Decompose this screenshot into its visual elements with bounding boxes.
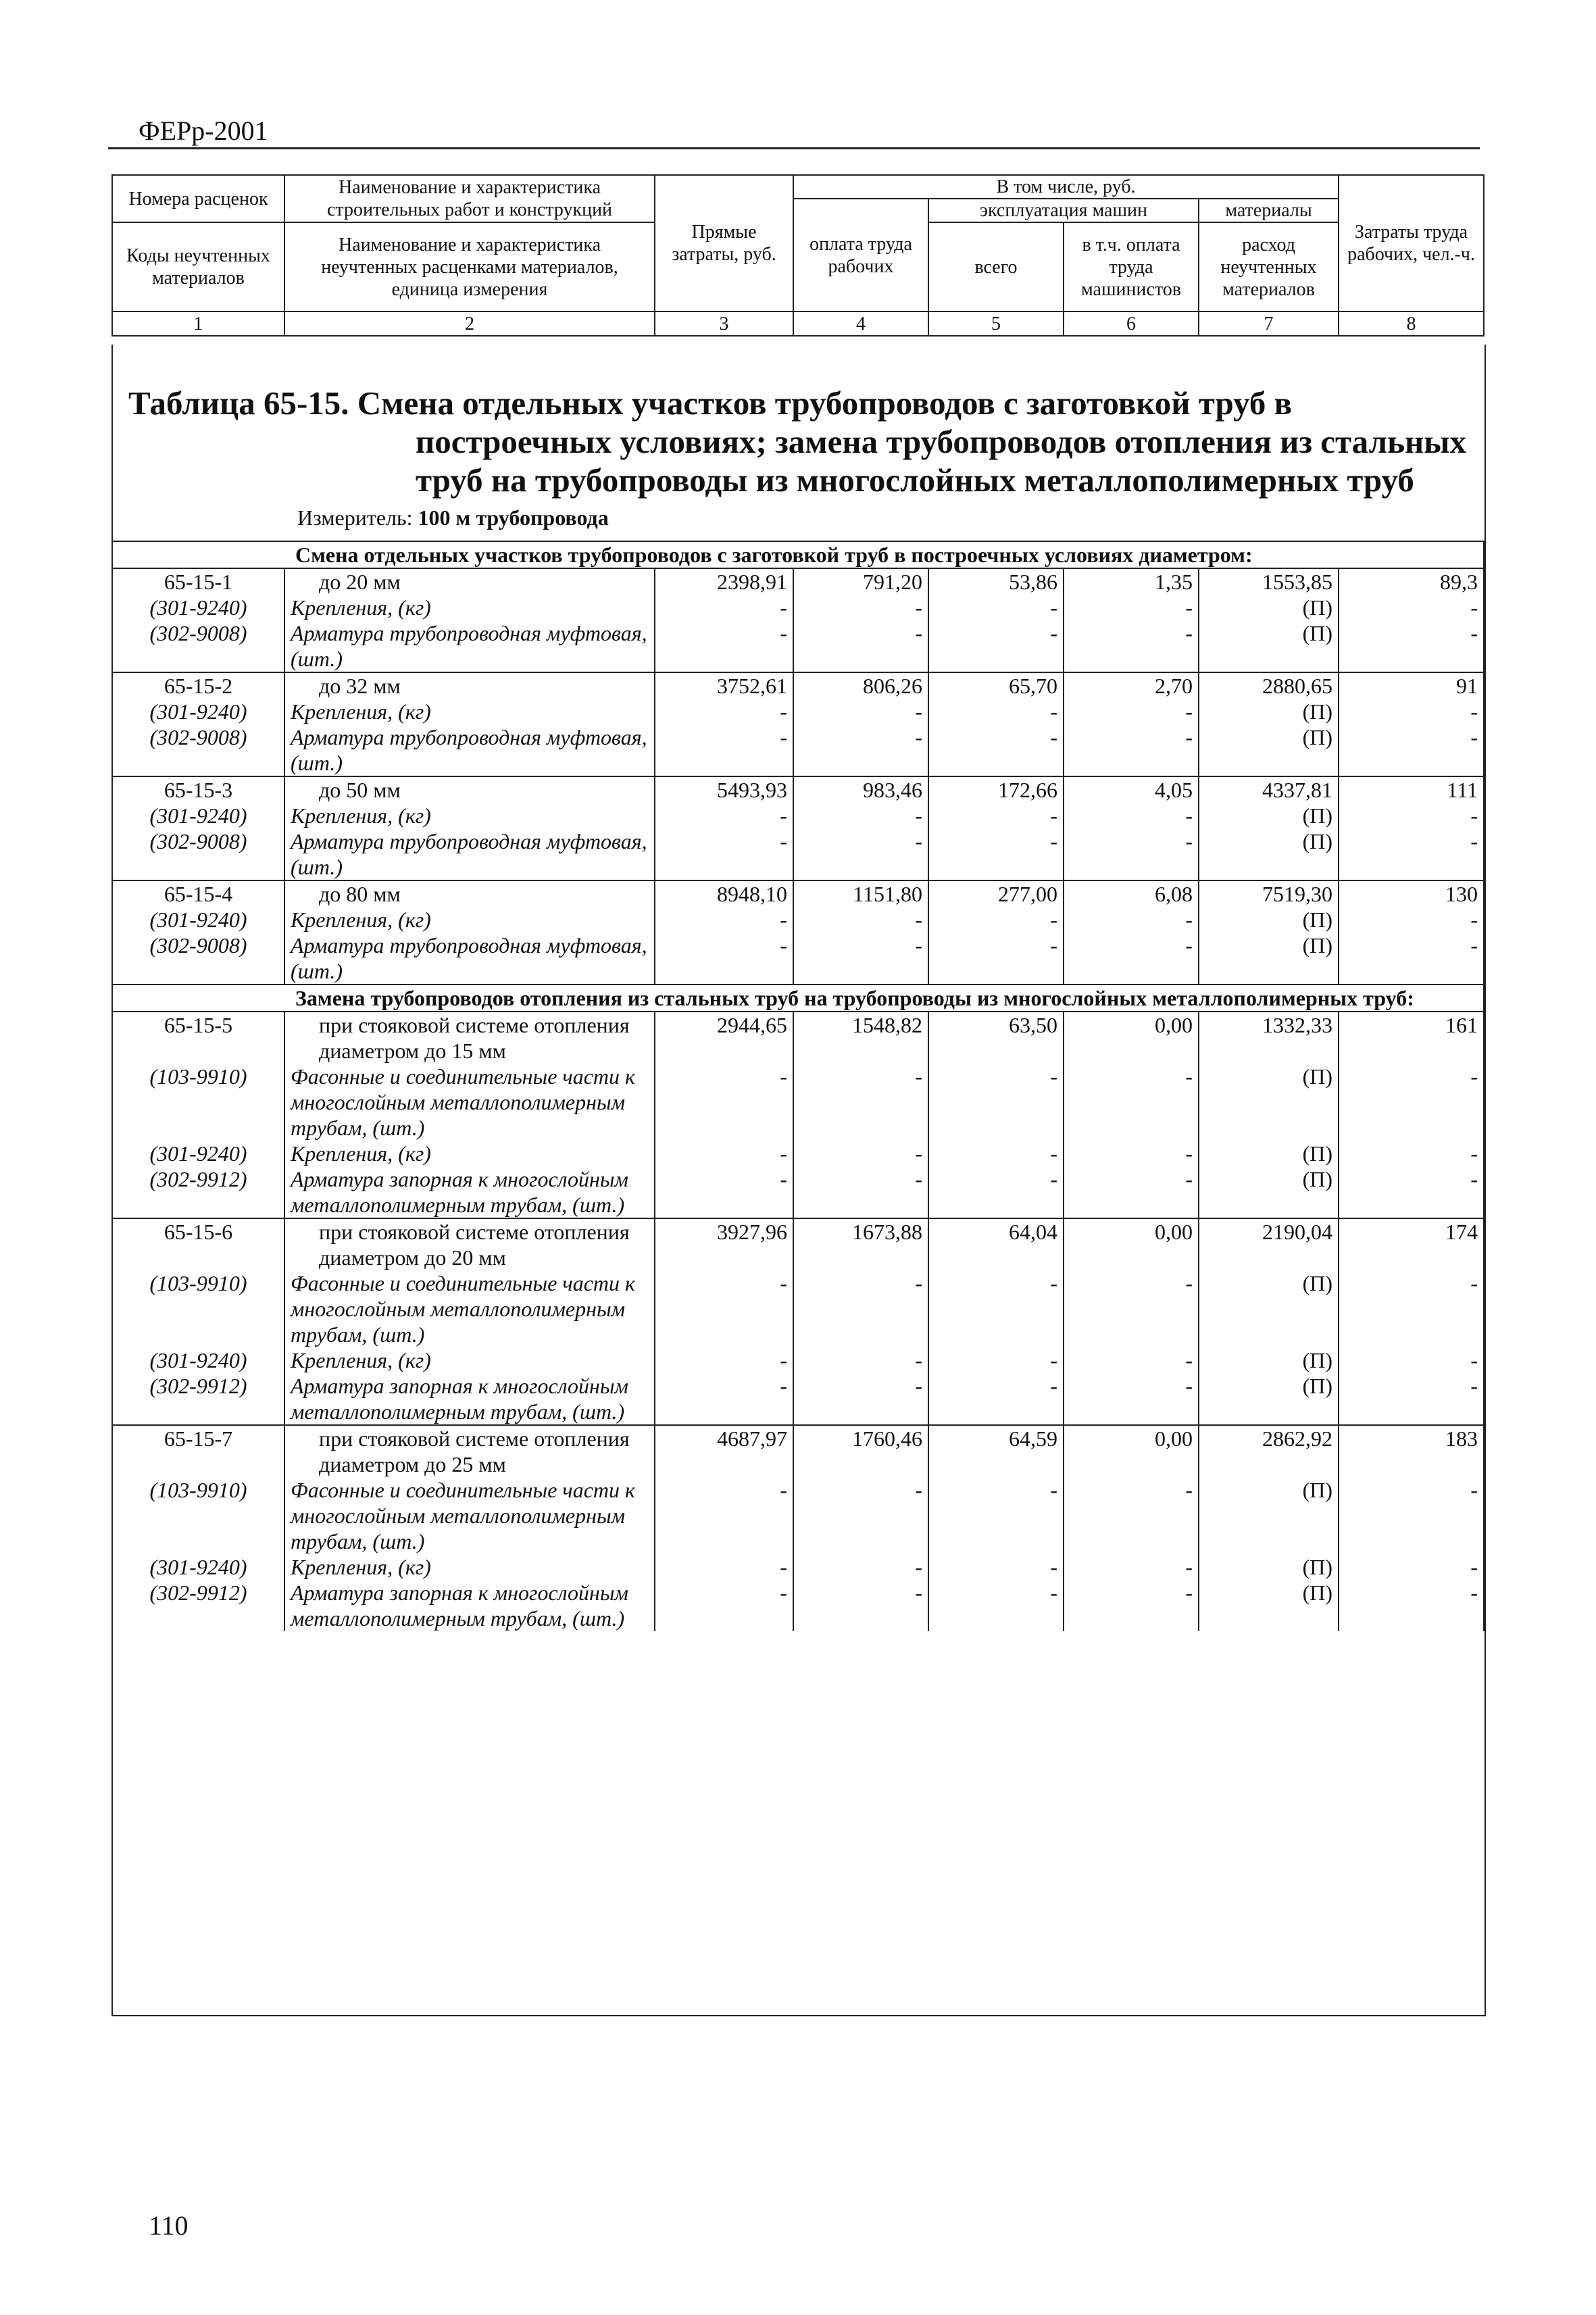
material-usage: (П): [1199, 724, 1339, 776]
empty-value: -: [1064, 1270, 1199, 1347]
material-row: [112, 1270, 1484, 1347]
material-row: [112, 595, 1484, 620]
value-c7: 2862,92: [1199, 1425, 1339, 1477]
empty-value: -: [655, 932, 793, 985]
empty-value: -: [655, 1166, 793, 1218]
empty-value: -: [928, 1373, 1064, 1425]
empty-value: -: [793, 932, 928, 985]
column-header-table: [111, 174, 1485, 337]
header-including: В том числе, руб.: [793, 175, 1339, 199]
empty-value: -: [793, 595, 928, 620]
material-code: (301-9240): [112, 699, 284, 724]
column-number: 8: [1339, 312, 1484, 336]
header-work-name: Наименование и характеристика строительных работ и конструкций: [284, 175, 655, 222]
material-usage: (П): [1199, 1554, 1339, 1580]
rate-code: 65-15-1: [112, 568, 284, 595]
table-title-line: труб на трубопроводы из многослойных металлополимерных труб: [416, 462, 1414, 499]
header-material-names: Наименование и характеристика неучтенных расценками материалов, единица измерения: [284, 222, 655, 312]
material-row: [112, 724, 1484, 776]
material-name: Крепления, (кг): [284, 1347, 655, 1373]
material-name: Крепления, (кг): [284, 1554, 655, 1580]
section-title: Замена трубопроводов отопления из стальных труб на трубопроводы из многослойных металлополимерных труб:: [112, 985, 1484, 1012]
header-machines: эксплуатация машин: [928, 199, 1199, 222]
material-row: [112, 907, 1484, 932]
empty-value: -: [793, 1554, 928, 1580]
value-c8: 89,3: [1339, 568, 1484, 595]
empty-value: -: [655, 1064, 793, 1141]
empty-value: -: [1339, 1373, 1484, 1425]
value-c3: 2944,65: [655, 1012, 793, 1064]
empty-value: -: [1064, 828, 1199, 880]
header-wages: оплата труда рабочих: [793, 199, 928, 312]
material-row: [112, 1166, 1484, 1218]
table-title: [128, 384, 1466, 499]
material-usage: (П): [1199, 907, 1339, 932]
value-c5: 64,59: [928, 1425, 1064, 1477]
empty-value: -: [793, 724, 928, 776]
rate-row: [112, 880, 1484, 907]
material-code: (302-9912): [112, 1166, 284, 1218]
empty-value: -: [1339, 1477, 1484, 1554]
empty-value: -: [1339, 1580, 1484, 1631]
table-title-line: построечных условиях; замена трубопроводов отопления из стальных: [416, 423, 1467, 460]
material-usage: (П): [1199, 803, 1339, 828]
empty-value: -: [1064, 1064, 1199, 1141]
value-c7: 1553,85: [1199, 568, 1339, 595]
empty-value: -: [928, 1477, 1064, 1554]
empty-value: -: [928, 907, 1064, 932]
empty-value: -: [928, 1064, 1064, 1141]
material-code: (302-9008): [112, 724, 284, 776]
work-name: до 50 мм: [284, 776, 655, 803]
value-c3: 2398,91: [655, 568, 793, 595]
rate-row: [112, 1012, 1484, 1064]
empty-value: -: [928, 1141, 1064, 1166]
empty-value: -: [793, 1347, 928, 1373]
column-number: 6: [1064, 312, 1199, 336]
material-usage: (П): [1199, 932, 1339, 985]
work-name: при стояковой системе отопления диаметром до 20 мм: [284, 1218, 655, 1270]
material-name: Арматура трубопроводная муфтовая, (шт.): [284, 828, 655, 880]
value-c8: 130: [1339, 880, 1484, 907]
empty-value: -: [1064, 724, 1199, 776]
value-c3: 3927,96: [655, 1218, 793, 1270]
header-machines-total: всего: [928, 222, 1064, 312]
rate-code: 65-15-6: [112, 1218, 284, 1270]
rates-table: [111, 541, 1485, 1631]
value-c3: 3752,61: [655, 672, 793, 699]
value-c6: 0,00: [1064, 1218, 1199, 1270]
empty-value: -: [793, 1477, 928, 1554]
rate-row: [112, 672, 1484, 699]
material-code: (302-9912): [112, 1580, 284, 1631]
value-c7: 4337,81: [1199, 776, 1339, 803]
empty-value: -: [928, 699, 1064, 724]
empty-value: -: [1339, 1270, 1484, 1347]
material-code: (103-9910): [112, 1270, 284, 1347]
header-materials: материалы: [1199, 199, 1339, 222]
empty-value: -: [793, 1064, 928, 1141]
column-number: 5: [928, 312, 1064, 336]
header-material-usage: расход неучтенных материалов: [1199, 222, 1339, 312]
measure-line: [297, 505, 609, 530]
material-usage: (П): [1199, 1580, 1339, 1631]
rate-code: 65-15-3: [112, 776, 284, 803]
column-number: 4: [793, 312, 928, 336]
empty-value: -: [793, 828, 928, 880]
empty-value: -: [655, 699, 793, 724]
rate-code: 65-15-7: [112, 1425, 284, 1477]
material-row: [112, 1064, 1484, 1141]
empty-value: -: [1339, 620, 1484, 672]
empty-value: -: [655, 724, 793, 776]
material-row: [112, 828, 1484, 880]
empty-value: -: [1064, 907, 1199, 932]
material-name: Арматура запорная к многослойным металлополимерным трубам, (шт.): [284, 1580, 655, 1631]
empty-value: -: [1339, 699, 1484, 724]
material-usage: (П): [1199, 1166, 1339, 1218]
empty-value: -: [793, 1141, 928, 1166]
work-name: при стояковой системе отопления диаметром до 25 мм: [284, 1425, 655, 1477]
value-c8: 174: [1339, 1218, 1484, 1270]
material-usage: (П): [1199, 1064, 1339, 1141]
material-name: Арматура трубопроводная муфтовая, (шт.): [284, 620, 655, 672]
empty-value: -: [793, 803, 928, 828]
empty-value: -: [655, 1580, 793, 1631]
value-c3: 8948,10: [655, 880, 793, 907]
value-c3: 4687,97: [655, 1425, 793, 1477]
header-material-codes: Коды неучтенных материалов: [112, 222, 284, 312]
material-code: (302-9008): [112, 828, 284, 880]
material-usage: (П): [1199, 1373, 1339, 1425]
material-code: (301-9240): [112, 1347, 284, 1373]
value-c8: 91: [1339, 672, 1484, 699]
material-name: Арматура трубопроводная муфтовая, (шт.): [284, 932, 655, 985]
empty-value: -: [793, 699, 928, 724]
empty-value: -: [928, 1347, 1064, 1373]
material-row: [112, 699, 1484, 724]
material-name: Крепления, (кг): [284, 595, 655, 620]
value-c7: 1332,33: [1199, 1012, 1339, 1064]
material-row: [112, 1580, 1484, 1631]
value-c4: 1673,88: [793, 1218, 928, 1270]
column-number: 1: [112, 312, 284, 336]
empty-value: -: [655, 1477, 793, 1554]
empty-value: -: [793, 1580, 928, 1631]
value-c8: 183: [1339, 1425, 1484, 1477]
value-c7: 2880,65: [1199, 672, 1339, 699]
material-name: Арматура трубопроводная муфтовая, (шт.): [284, 724, 655, 776]
column-number: 2: [284, 312, 655, 336]
measure-label: Измеритель:: [297, 505, 413, 530]
material-code: (302-9008): [112, 932, 284, 985]
empty-value: -: [928, 803, 1064, 828]
empty-value: -: [1339, 1064, 1484, 1141]
column-number: 3: [655, 312, 793, 336]
empty-value: -: [928, 620, 1064, 672]
section-title: Смена отдельных участков трубопроводов с заготовкой труб в построечных условиях диаметром:: [112, 541, 1484, 568]
rate-row: [112, 568, 1484, 595]
material-code: (103-9910): [112, 1064, 284, 1141]
section-header-row: [112, 541, 1484, 568]
material-name: Крепления, (кг): [284, 1141, 655, 1166]
empty-value: -: [1339, 724, 1484, 776]
header-direct-costs: Прямые затраты, руб.: [655, 175, 793, 312]
material-name: Арматура запорная к многослойным металлополимерным трубам, (шт.): [284, 1166, 655, 1218]
material-code: (301-9240): [112, 595, 284, 620]
value-c6: 4,05: [1064, 776, 1199, 803]
material-usage: (П): [1199, 828, 1339, 880]
rate-code: 65-15-2: [112, 672, 284, 699]
value-c4: 1548,82: [793, 1012, 928, 1064]
value-c4: 1151,80: [793, 880, 928, 907]
empty-value: -: [1339, 1166, 1484, 1218]
empty-value: -: [1064, 803, 1199, 828]
empty-value: -: [1339, 595, 1484, 620]
work-name: до 80 мм: [284, 880, 655, 907]
empty-value: -: [928, 595, 1064, 620]
rate-row: [112, 1218, 1484, 1270]
value-c4: 1760,46: [793, 1425, 928, 1477]
empty-value: -: [1064, 595, 1199, 620]
work-name: до 20 мм: [284, 568, 655, 595]
value-c5: 53,86: [928, 568, 1064, 595]
empty-value: -: [1064, 1347, 1199, 1373]
empty-value: -: [1339, 907, 1484, 932]
material-usage: (П): [1199, 1477, 1339, 1554]
material-usage: (П): [1199, 620, 1339, 672]
empty-value: -: [1064, 1580, 1199, 1631]
empty-value: -: [1064, 1554, 1199, 1580]
material-row: [112, 1373, 1484, 1425]
material-code: (301-9240): [112, 803, 284, 828]
empty-value: -: [928, 1554, 1064, 1580]
rate-row: [112, 776, 1484, 803]
empty-value: -: [793, 1166, 928, 1218]
page-number: 110: [149, 2210, 189, 2241]
value-c6: 1,35: [1064, 568, 1199, 595]
material-code: (301-9240): [112, 1141, 284, 1166]
empty-value: -: [655, 828, 793, 880]
empty-value: -: [1064, 620, 1199, 672]
value-c8: 111: [1339, 776, 1484, 803]
column-number: 7: [1199, 312, 1339, 336]
material-name: Фасонные и соединительные части к многослойным металлополимерным трубам, (шт.): [284, 1477, 655, 1554]
value-c4: 983,46: [793, 776, 928, 803]
material-name: Крепления, (кг): [284, 907, 655, 932]
empty-value: -: [793, 1270, 928, 1347]
header-labor-costs: Затраты труда рабочих, чел.-ч.: [1339, 175, 1484, 312]
empty-value: -: [1339, 803, 1484, 828]
empty-value: -: [928, 828, 1064, 880]
empty-value: -: [655, 1554, 793, 1580]
value-c6: 6,08: [1064, 880, 1199, 907]
material-usage: (П): [1199, 1347, 1339, 1373]
material-name: Крепления, (кг): [284, 699, 655, 724]
empty-value: -: [1339, 932, 1484, 985]
material-row: [112, 1477, 1484, 1554]
material-row: [112, 803, 1484, 828]
value-c5: 65,70: [928, 672, 1064, 699]
material-name: Фасонные и соединительные части к многослойным металлополимерным трубам, (шт.): [284, 1064, 655, 1141]
empty-value: -: [928, 932, 1064, 985]
header-machinist-wages: в т.ч. оплата труда машинистов: [1064, 222, 1199, 312]
material-row: [112, 620, 1484, 672]
empty-value: -: [793, 620, 928, 672]
value-c4: 806,26: [793, 672, 928, 699]
empty-value: -: [655, 595, 793, 620]
material-row: [112, 1554, 1484, 1580]
header-rule: [108, 147, 1480, 149]
document-header: ФЕРр-2001: [139, 116, 268, 146]
material-name: Фасонные и соединительные части к многослойным металлополимерным трубам, (шт.): [284, 1270, 655, 1347]
value-c5: 64,04: [928, 1218, 1064, 1270]
empty-value: -: [928, 1270, 1064, 1347]
material-code: (301-9240): [112, 907, 284, 932]
material-code: (302-9912): [112, 1373, 284, 1425]
empty-value: -: [1064, 699, 1199, 724]
value-c6: 0,00: [1064, 1012, 1199, 1064]
empty-value: -: [1339, 1347, 1484, 1373]
material-name: Арматура запорная к многослойным металлополимерным трубам, (шт.): [284, 1373, 655, 1425]
rate-row: [112, 1425, 1484, 1477]
empty-value: -: [1064, 1166, 1199, 1218]
empty-value: -: [793, 907, 928, 932]
material-code: (103-9910): [112, 1477, 284, 1554]
material-code: (301-9240): [112, 1554, 284, 1580]
material-name: Крепления, (кг): [284, 803, 655, 828]
value-c6: 0,00: [1064, 1425, 1199, 1477]
empty-value: -: [1064, 1477, 1199, 1554]
empty-value: -: [1339, 1554, 1484, 1580]
material-row: [112, 932, 1484, 985]
value-c6: 2,70: [1064, 672, 1199, 699]
table-title-line: Таблица 65-15. Смена отдельных участков трубопроводов с заготовкой труб в: [128, 384, 1293, 422]
empty-value: -: [655, 1347, 793, 1373]
empty-value: -: [655, 1373, 793, 1425]
rate-code: 65-15-4: [112, 880, 284, 907]
work-name: при стояковой системе отопления диаметром до 15 мм: [284, 1012, 655, 1064]
empty-value: -: [1064, 932, 1199, 985]
material-usage: (П): [1199, 1270, 1339, 1347]
rate-code: 65-15-5: [112, 1012, 284, 1064]
empty-value: -: [1339, 828, 1484, 880]
empty-value: -: [928, 1580, 1064, 1631]
material-usage: (П): [1199, 595, 1339, 620]
material-code: (302-9008): [112, 620, 284, 672]
empty-value: -: [928, 1166, 1064, 1218]
header-rate-numbers: Номера расценок: [112, 175, 284, 222]
work-name: до 32 мм: [284, 672, 655, 699]
value-c5: 63,50: [928, 1012, 1064, 1064]
empty-value: -: [1339, 1141, 1484, 1166]
value-c8: 161: [1339, 1012, 1484, 1064]
empty-value: -: [655, 620, 793, 672]
value-c7: 7519,30: [1199, 880, 1339, 907]
material-usage: (П): [1199, 1141, 1339, 1166]
value-c3: 5493,93: [655, 776, 793, 803]
empty-value: -: [655, 803, 793, 828]
material-row: [112, 1347, 1484, 1373]
empty-value: -: [1064, 1373, 1199, 1425]
empty-value: -: [655, 1270, 793, 1347]
value-c5: 277,00: [928, 880, 1064, 907]
empty-value: -: [793, 1373, 928, 1425]
empty-value: -: [655, 907, 793, 932]
material-usage: (П): [1199, 699, 1339, 724]
material-row: [112, 1141, 1484, 1166]
value-c4: 791,20: [793, 568, 928, 595]
value-c7: 2190,04: [1199, 1218, 1339, 1270]
section-header-row: [112, 985, 1484, 1012]
measure-value: 100 м трубопровода: [418, 505, 609, 530]
empty-value: -: [1064, 1141, 1199, 1166]
value-c5: 172,66: [928, 776, 1064, 803]
empty-value: -: [928, 724, 1064, 776]
empty-value: -: [655, 1141, 793, 1166]
